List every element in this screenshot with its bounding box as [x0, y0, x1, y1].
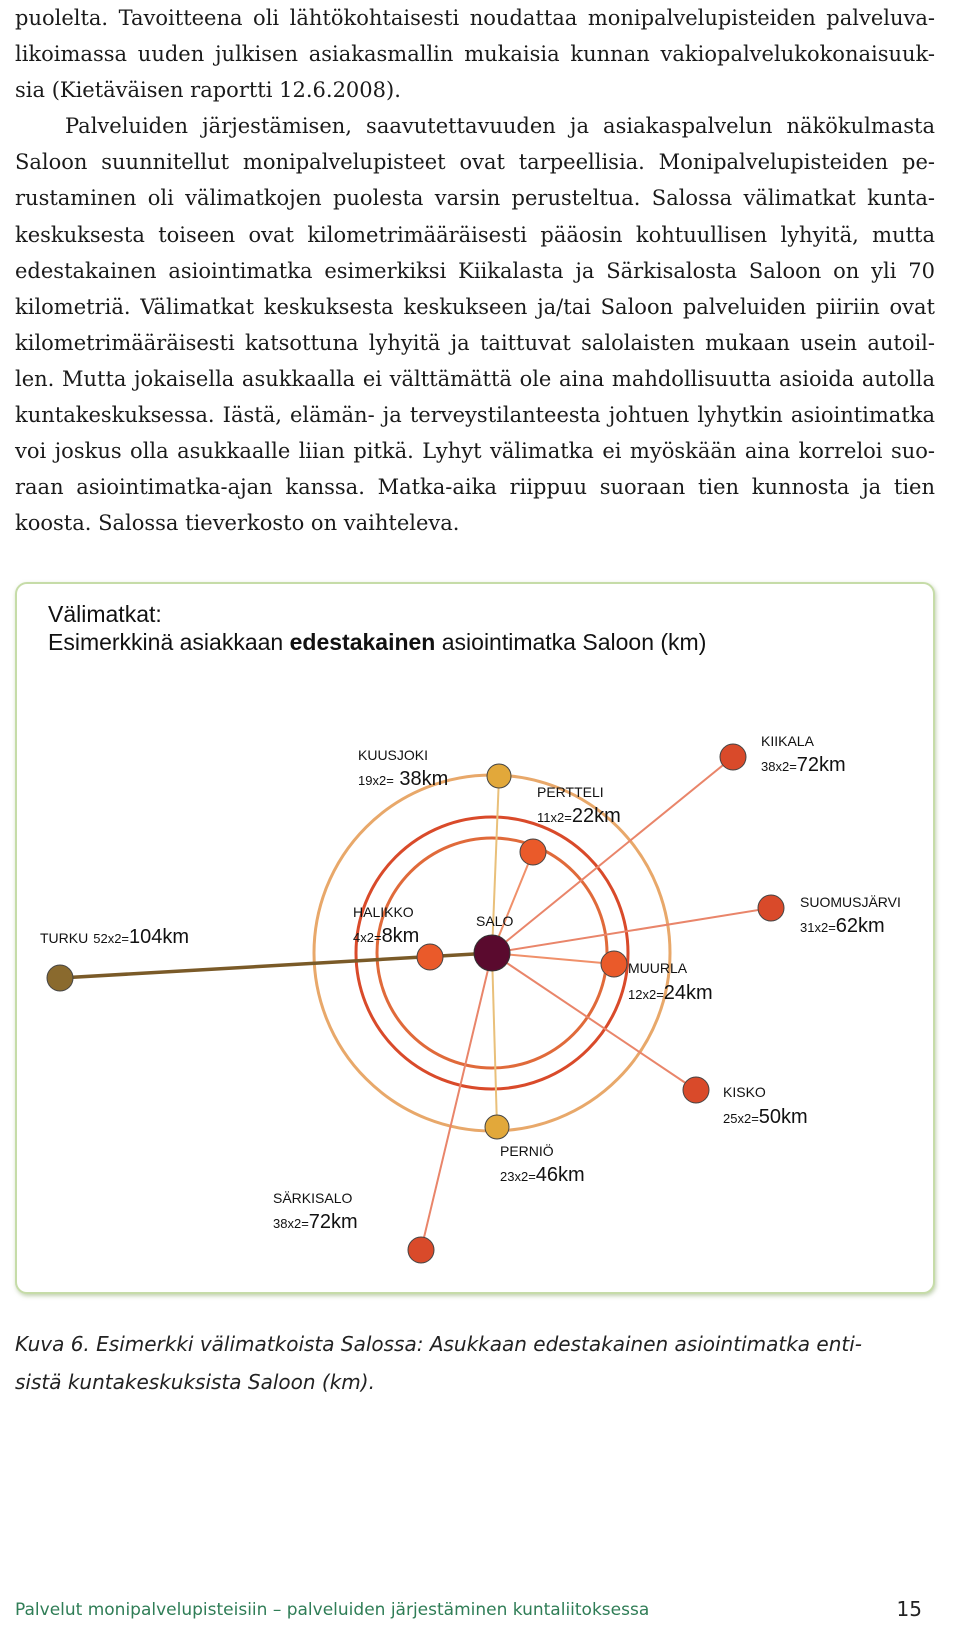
body-line: kilometriä. Välimatkat keskuksesta keskukseen ja/tai Saloon palveluiden piiriin ovat: [15, 294, 935, 319]
body-line: kilometrimääräisesti katsottuna lyhyitä ja taittuvat salolaisten mukaan usein autoil-: [15, 330, 935, 355]
body-line: sia (Kietäväisen raportti 12.6.2008).: [15, 78, 401, 103]
spoke-suomusjarvi: [492, 908, 771, 953]
node-pernio: [485, 1115, 509, 1139]
label-sarkisalo: SÄRKISALO: [273, 1190, 353, 1206]
label-kuusjoki-km: 19x2= 38km: [358, 768, 449, 790]
node-turku: [47, 965, 73, 991]
body-line: edestakainen asiointimatka esimerkiksi Kiikalasta ja Särkisalosta Saloon on yli 70: [15, 258, 935, 283]
body-line: raan asiointimatka-ajan kanssa. Matka-aika riippuu suoraan tien kunnosta ja tien: [15, 475, 935, 500]
figure-title-line1: Välimatkat:: [48, 601, 162, 627]
label-suomusjarvi: SUOMUSJÄRVI: [800, 894, 901, 910]
body-line: Saloon suunnitellut monipalvelupisteet ovat tarpeellisia. Monipalvelupisteiden pe-: [15, 150, 935, 175]
label-muurla-km: 12x2=24km: [628, 982, 713, 1004]
node-sarkisalo: [408, 1237, 434, 1263]
node-kiikala: [720, 744, 746, 770]
label-suomusjarvi-km: 31x2=62km: [800, 915, 885, 937]
page-number: 15: [896, 1597, 922, 1621]
title-part: asiointimatka Saloon (km): [435, 629, 707, 655]
body-line: kuntakeskuksessa. Iästä, elämän- ja terveystilanteesta johtuen lyhytkin asiointimatka: [15, 403, 935, 428]
label-pertteli-km: 11x2=22km: [537, 805, 621, 827]
label-pernio: PERNIÖ: [500, 1143, 554, 1159]
label-turku: TURKU 52x2=104km: [40, 926, 190, 948]
body-line: rustaminen oli välimatkojen puolesta varsin perusteltua. Salossa välimatkat kunta-: [15, 186, 935, 211]
caption-line: sistä kuntakeskuksista Saloon (km).: [15, 1370, 375, 1394]
footer-title: Palvelut monipalvelupisteisiin – palveluiden järjestäminen kuntaliitoksessa: [15, 1600, 650, 1620]
spoke-sarkisalo: [421, 953, 492, 1250]
label-pertteli: PERTTELI: [537, 784, 604, 800]
title-part: Esimerkkinä asiakkaan: [48, 629, 290, 655]
label-salo: SALO: [476, 913, 514, 929]
node-muurla: [601, 951, 627, 977]
node-kuusjoki: [487, 764, 511, 788]
label-kiikala-km: 38x2=72km: [761, 754, 846, 776]
body-line: likoimassa uuden julkisen asiakasmallin mukaisia kunnan vakiopalvelukokonaisuuk-: [15, 42, 935, 67]
spoke-pernio: [492, 953, 497, 1127]
node-halikko: [417, 944, 443, 970]
node-salo: [474, 935, 510, 971]
node-pertteli: [520, 839, 546, 865]
body-line: voi joskus olla asukkaalle liian pitkä. Lyhyt välimatka ei myöskään aina korreloi suo-: [15, 439, 935, 464]
label-pernio-km: 23x2=46km: [500, 1164, 585, 1186]
body-line: keskuksesta toiseen ovat kilometrimääräisesti pääosin kohtuullisen lyhyitä, mutta: [15, 222, 935, 247]
label-halikko-km: 4x2=8km: [353, 925, 420, 947]
label-kuusjoki: KUUSJOKI: [358, 747, 429, 763]
label-kisko: KISKO: [723, 1084, 766, 1100]
body-line: puolelta. Tavoitteena oli lähtökohtaisesti noudattaa monipalvelupisteiden palveluva-: [15, 6, 935, 30]
label-sarkisalo-km: 38x2=72km: [273, 1211, 358, 1233]
node-suomusjarvi: [758, 895, 784, 921]
body-line: koosta. Salossa tieverkosto on vaihteleva.: [15, 511, 460, 536]
caption-line: Kuva 6. Esimerkki välimatkoista Salossa: Asukkaan edestakainen asiointimatka enti-: [15, 1332, 863, 1356]
figure-caption: [15, 1325, 935, 1401]
label-halikko: HALIKKO: [353, 904, 414, 920]
node-kisko: [683, 1077, 709, 1103]
body-line: len. Mutta jokaisella asukkaalla ei välttämättä ole aina mahdollisuutta asioida autolla: [15, 366, 935, 391]
label-muurla: MUURLA: [628, 960, 688, 976]
title-bold-part: edestakainen: [289, 629, 436, 655]
label-kisko-km: 25x2=50km: [723, 1106, 808, 1128]
body-line: Palveluiden järjestämisen, saavutettavuuden ja asiakaspalvelun näkökulmasta: [65, 114, 935, 139]
label-kiikala: KIIKALA: [761, 733, 814, 749]
